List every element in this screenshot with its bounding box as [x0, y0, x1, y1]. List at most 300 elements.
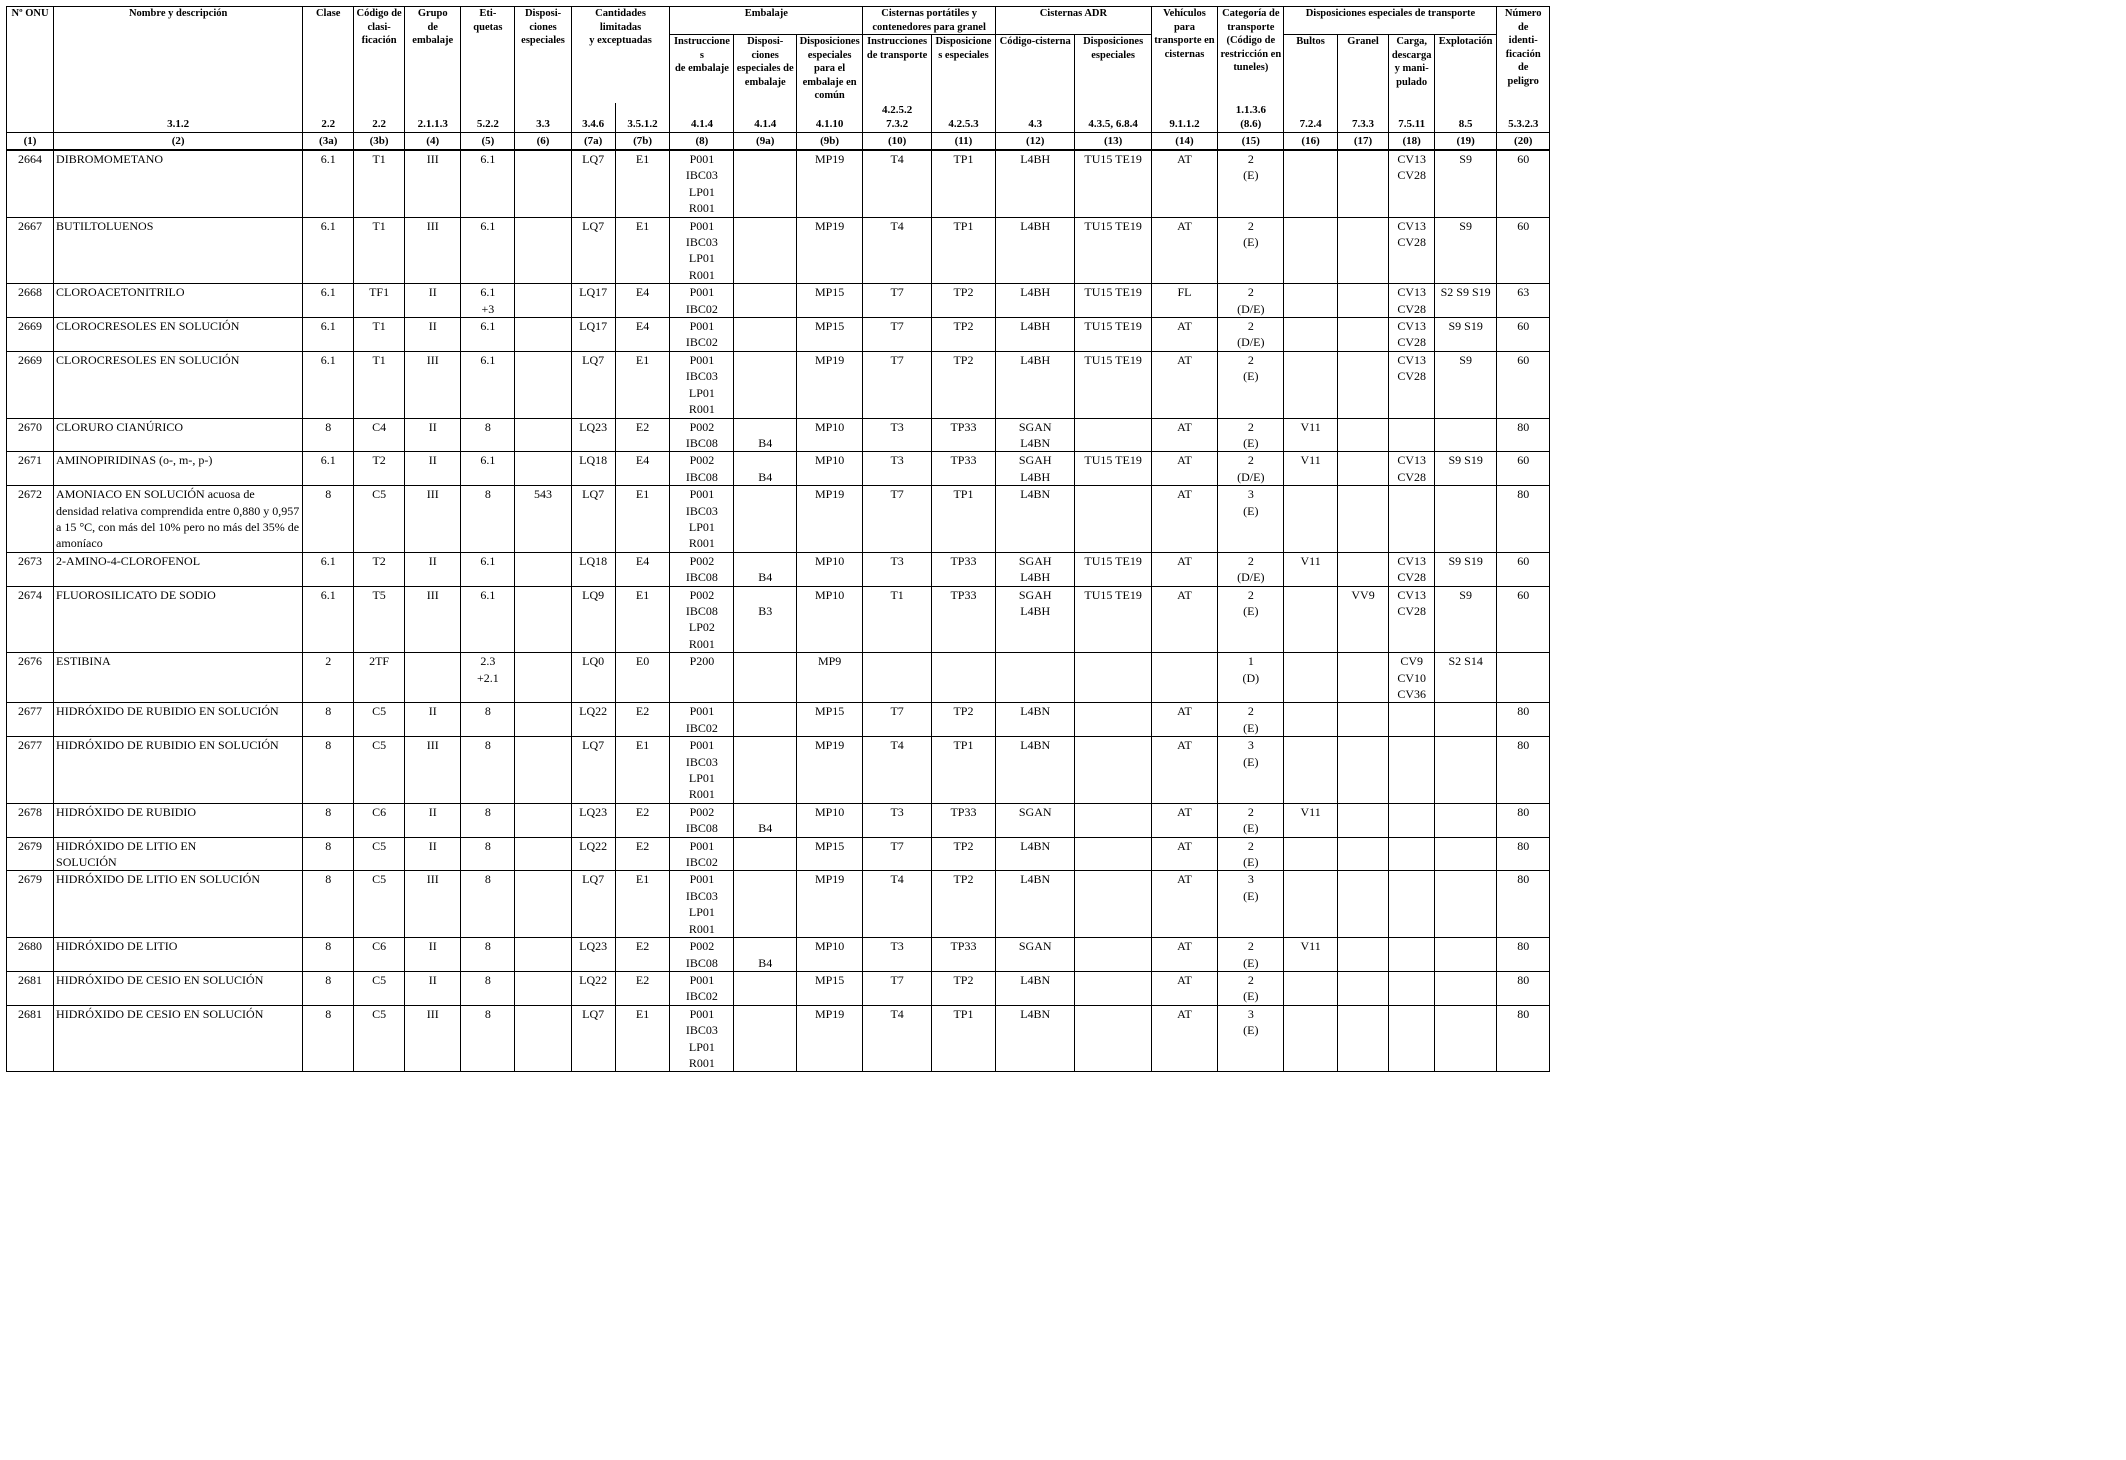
cell-packing-group: III — [405, 1005, 461, 1072]
cell-transport-category: 2 (D/E) — [1218, 284, 1284, 318]
cell-adr-tank-provisions: TU15 TE19 — [1075, 452, 1151, 486]
cell-excepted-quantity: E2 — [615, 971, 670, 1005]
cell-bulk — [1337, 971, 1389, 1005]
cell-tank-vehicle: AT — [1151, 217, 1217, 284]
cell-hazard-number: 60 — [1497, 318, 1550, 352]
cell-classification-code: T1 — [354, 351, 405, 418]
column-number-cell: (6) — [515, 133, 571, 151]
cell-mixed-packing: MP19 — [796, 351, 862, 418]
cell-hazard-number: 63 — [1497, 284, 1550, 318]
header-loading: Carga, descarga y mani- pulado — [1389, 35, 1435, 103]
reference-cell: 3.5.1.2 — [615, 103, 670, 133]
header-portable-special-provisions: Disposicione s especiales — [931, 35, 995, 103]
cell-packing-instructions: P001 IBC02 — [670, 318, 734, 352]
cell-limited-quantity: LQ23 — [571, 938, 615, 972]
cell-limited-quantity: LQ22 — [571, 837, 615, 871]
column-number-cell: (18) — [1389, 133, 1435, 151]
column-number-cell: (1) — [7, 133, 54, 151]
cell-mixed-packing: MP15 — [796, 703, 862, 737]
cell-portable-tank-provisions: TP33 — [931, 938, 995, 972]
cell-un-number: 2667 — [7, 217, 54, 284]
cell-portable-tank-instructions: T7 — [863, 318, 932, 352]
cell-packages — [1284, 150, 1337, 217]
header-class: Clase — [303, 7, 354, 103]
cell-name: HIDRÓXIDO DE LITIO EN SOLUCIÓN — [54, 871, 303, 938]
cell-packing-instructions: P001 IBC02 — [670, 703, 734, 737]
reference-cell: 4.1.4 — [734, 103, 796, 133]
header-labels: Eti- quetas — [461, 7, 515, 103]
cell-class: 6.1 — [303, 284, 354, 318]
cell-adr-tank-provisions — [1075, 938, 1151, 972]
cell-classification-code: 2TF — [354, 653, 405, 703]
cell-name: BUTILTOLUENOS — [54, 217, 303, 284]
cell-classification-code: C5 — [354, 1005, 405, 1072]
cell-class: 8 — [303, 486, 354, 553]
cell-classification-code: T1 — [354, 217, 405, 284]
cell-special-provisions — [515, 351, 571, 418]
cell-mixed-packing: MP10 — [796, 452, 862, 486]
cell-loading — [1389, 938, 1435, 972]
column-number-cell: (14) — [1151, 133, 1217, 151]
table-row — [7, 284, 1550, 318]
cell-portable-tank-instructions: T1 — [863, 586, 932, 653]
cell-portable-tank-instructions: T3 — [863, 418, 932, 452]
cell-packing-special-provisions — [734, 971, 796, 1005]
cell-bulk — [1337, 653, 1389, 703]
cell-operation — [1434, 703, 1496, 737]
cell-packing-instructions: P001 IBC03 LP01 R001 — [670, 737, 734, 804]
cell-tank-vehicle: AT — [1151, 351, 1217, 418]
cell-excepted-quantity: E1 — [615, 486, 670, 553]
column-number-cell: (5) — [461, 133, 515, 151]
cell-packing-instructions: P001 IBC03 LP01 R001 — [670, 150, 734, 217]
cell-adr-tank-provisions: TU15 TE19 — [1075, 586, 1151, 653]
cell-hazard-number: 80 — [1497, 1005, 1550, 1072]
cell-name: HIDRÓXIDO DE RUBIDIO — [54, 803, 303, 837]
cell-tank-code: L4BN — [995, 703, 1074, 737]
cell-excepted-quantity: E1 — [615, 737, 670, 804]
cell-portable-tank-provisions: TP2 — [931, 971, 995, 1005]
cell-transport-category: 2 (E) — [1218, 803, 1284, 837]
cell-packing-group: III — [405, 871, 461, 938]
cell-classification-code: T5 — [354, 586, 405, 653]
cell-mixed-packing: MP10 — [796, 552, 862, 586]
cell-classification-code: C4 — [354, 418, 405, 452]
cell-adr-tank-provisions — [1075, 653, 1151, 703]
cell-transport-category: 2 (E) — [1218, 217, 1284, 284]
cell-loading: CV9 CV10 CV36 — [1389, 653, 1435, 703]
cell-operation — [1434, 737, 1496, 804]
cell-packages — [1284, 737, 1337, 804]
cell-packing-special-provisions — [734, 703, 796, 737]
cell-bulk — [1337, 703, 1389, 737]
cell-packing-special-provisions — [734, 737, 796, 804]
cell-loading: CV13 CV28 — [1389, 284, 1435, 318]
cell-packing-group: II — [405, 938, 461, 972]
cell-name: DIBROMOMETANO — [54, 150, 303, 217]
cell-un-number: 2680 — [7, 938, 54, 972]
cell-packing-instructions: P002 IBC08 — [670, 803, 734, 837]
cell-tank-vehicle: AT — [1151, 418, 1217, 452]
cell-limited-quantity: LQ9 — [571, 586, 615, 653]
cell-classification-code: C6 — [354, 803, 405, 837]
cell-un-number: 2677 — [7, 703, 54, 737]
cell-adr-tank-provisions — [1075, 418, 1151, 452]
table-row — [7, 150, 1550, 217]
reference-cell: 4.3 — [995, 103, 1074, 133]
cell-bulk — [1337, 803, 1389, 837]
cell-portable-tank-provisions: TP2 — [931, 871, 995, 938]
column-number-cell: (3a) — [303, 133, 354, 151]
cell-packing-instructions: P001 IBC03 LP01 R001 — [670, 217, 734, 284]
cell-packages: V11 — [1284, 552, 1337, 586]
cell-class: 8 — [303, 971, 354, 1005]
reference-cell: 7.2.4 — [1284, 103, 1337, 133]
cell-limited-quantity: LQ0 — [571, 653, 615, 703]
cell-hazard-number: 80 — [1497, 871, 1550, 938]
cell-packing-group: III — [405, 351, 461, 418]
cell-limited-quantity: LQ22 — [571, 971, 615, 1005]
cell-loading: CV13 CV28 — [1389, 150, 1435, 217]
header-classification-code: Código de clasi- ficación — [354, 7, 405, 103]
cell-transport-category: 2 (E) — [1218, 418, 1284, 452]
cell-tank-vehicle: AT — [1151, 150, 1217, 217]
cell-packing-group: III — [405, 737, 461, 804]
cell-limited-quantity: LQ7 — [571, 1005, 615, 1072]
cell-labels: 8 — [461, 837, 515, 871]
cell-packages — [1284, 871, 1337, 938]
cell-tank-code: L4BH — [995, 217, 1074, 284]
cell-portable-tank-instructions: T4 — [863, 1005, 932, 1072]
cell-bulk — [1337, 452, 1389, 486]
cell-packing-group: II — [405, 418, 461, 452]
cell-name: HIDRÓXIDO DE RUBIDIO EN SOLUCIÓN — [54, 703, 303, 737]
cell-transport-category: 3 (E) — [1218, 486, 1284, 553]
cell-mixed-packing: MP19 — [796, 217, 862, 284]
cell-transport-category: 2 (D/E) — [1218, 318, 1284, 352]
cell-packages — [1284, 703, 1337, 737]
cell-operation: S9 — [1434, 150, 1496, 217]
cell-classification-code: C5 — [354, 971, 405, 1005]
cell-labels: 6.1 — [461, 586, 515, 653]
cell-tank-code: L4BH — [995, 284, 1074, 318]
cell-packing-group — [405, 653, 461, 703]
cell-un-number: 2679 — [7, 871, 54, 938]
cell-operation — [1434, 938, 1496, 972]
cell-tank-code — [995, 653, 1074, 703]
column-number-cell: (8) — [670, 133, 734, 151]
cell-transport-category: 2 (E) — [1218, 351, 1284, 418]
cell-un-number: 2669 — [7, 351, 54, 418]
header-name: Nombre y descripción — [54, 7, 303, 103]
cell-portable-tank-provisions: TP1 — [931, 737, 995, 804]
cell-packing-special-provisions — [734, 217, 796, 284]
cell-class: 8 — [303, 871, 354, 938]
cell-hazard-number: 80 — [1497, 971, 1550, 1005]
cell-hazard-number: 60 — [1497, 150, 1550, 217]
cell-loading: CV13 CV28 — [1389, 351, 1435, 418]
cell-tank-code: SGAN — [995, 938, 1074, 972]
cell-portable-tank-provisions — [931, 653, 995, 703]
cell-operation: S9 S19 — [1434, 452, 1496, 486]
cell-packing-group: II — [405, 452, 461, 486]
cell-adr-tank-provisions — [1075, 1005, 1151, 1072]
header-bulk: Granel — [1337, 35, 1389, 103]
cell-packages — [1284, 837, 1337, 871]
cell-portable-tank-provisions: TP2 — [931, 837, 995, 871]
header-packing-special-provisions: Disposi- ciones especiales de embalaje — [734, 35, 796, 103]
cell-tank-vehicle: AT — [1151, 486, 1217, 553]
table-row — [7, 871, 1550, 938]
cell-labels: 2.3 +2.1 — [461, 653, 515, 703]
cell-portable-tank-instructions: T4 — [863, 871, 932, 938]
cell-mixed-packing: MP10 — [796, 803, 862, 837]
cell-operation: S9 S19 — [1434, 318, 1496, 352]
cell-hazard-number: 80 — [1497, 938, 1550, 972]
cell-class: 6.1 — [303, 150, 354, 217]
cell-name: CLORURO CIANÚRICO — [54, 418, 303, 452]
cell-class: 6.1 — [303, 318, 354, 352]
cell-labels: 6.1 — [461, 552, 515, 586]
header-mixed-packing: Disposiciones especiales para el embalaje en común — [796, 35, 862, 103]
column-number-cell: (2) — [54, 133, 303, 151]
cell-labels: 8 — [461, 737, 515, 804]
cell-packing-group: II — [405, 837, 461, 871]
cell-class: 8 — [303, 418, 354, 452]
cell-bulk — [1337, 871, 1389, 938]
cell-loading — [1389, 1005, 1435, 1072]
cell-un-number: 2677 — [7, 737, 54, 804]
header-portable-instructions: Instrucciones de transporte — [863, 35, 932, 103]
cell-un-number: 2679 — [7, 837, 54, 871]
cell-hazard-number: 60 — [1497, 351, 1550, 418]
cell-class: 8 — [303, 737, 354, 804]
cell-portable-tank-provisions: TP2 — [931, 351, 995, 418]
cell-un-number: 2671 — [7, 452, 54, 486]
cell-name: HIDRÓXIDO DE CESIO EN SOLUCIÓN — [54, 1005, 303, 1072]
cell-mixed-packing: MP9 — [796, 653, 862, 703]
cell-bulk — [1337, 418, 1389, 452]
cell-excepted-quantity: E1 — [615, 1005, 670, 1072]
cell-packages — [1284, 318, 1337, 352]
reference-cell: 5.2.2 — [461, 103, 515, 133]
column-number-cell: (20) — [1497, 133, 1550, 151]
cell-name: HIDRÓXIDO DE CESIO EN SOLUCIÓN — [54, 971, 303, 1005]
cell-special-provisions — [515, 418, 571, 452]
reference-cell: 9.1.1.2 — [1151, 103, 1217, 133]
table-row — [7, 552, 1550, 586]
cell-packages — [1284, 284, 1337, 318]
cell-packing-special-provisions: B4 — [734, 418, 796, 452]
header-onu: Nº ONU — [7, 7, 54, 103]
cell-excepted-quantity: E1 — [615, 217, 670, 284]
cell-tank-vehicle: AT — [1151, 803, 1217, 837]
cell-transport-category: 2 (D/E) — [1218, 452, 1284, 486]
cell-bulk — [1337, 1005, 1389, 1072]
reference-cell: 4.1.4 — [670, 103, 734, 133]
cell-name: CLOROACETONITRILO — [54, 284, 303, 318]
cell-tank-code: L4BN — [995, 486, 1074, 553]
cell-portable-tank-provisions: TP33 — [931, 586, 995, 653]
cell-labels: 6.1 — [461, 351, 515, 418]
cell-hazard-number: 80 — [1497, 837, 1550, 871]
header-special-provisions: Disposi- ciones especiales — [515, 7, 571, 103]
cell-hazard-number: 60 — [1497, 552, 1550, 586]
cell-labels: 6.1 — [461, 217, 515, 284]
reference-cell: 7.3.3 — [1337, 103, 1389, 133]
cell-packing-group: II — [405, 703, 461, 737]
cell-classification-code: T2 — [354, 552, 405, 586]
cell-excepted-quantity: E0 — [615, 653, 670, 703]
cell-portable-tank-provisions: TP1 — [931, 1005, 995, 1072]
cell-labels: 8 — [461, 871, 515, 938]
cell-portable-tank-instructions: T4 — [863, 217, 932, 284]
cell-packing-special-provisions — [734, 486, 796, 553]
cell-hazard-number: 60 — [1497, 217, 1550, 284]
cell-classification-code: C5 — [354, 871, 405, 938]
cell-operation: S2 S14 — [1434, 653, 1496, 703]
cell-packages — [1284, 217, 1337, 284]
header-special-transport-group: Disposiciones especiales de transporte — [1284, 7, 1497, 35]
cell-class: 8 — [303, 703, 354, 737]
cell-loading — [1389, 486, 1435, 553]
reference-cell: 2.2 — [354, 103, 405, 133]
header-tank-code: Código-cisterna — [995, 35, 1074, 103]
cell-transport-category: 3 (E) — [1218, 1005, 1284, 1072]
cell-labels: 8 — [461, 938, 515, 972]
cell-packages: V11 — [1284, 452, 1337, 486]
cell-un-number: 2672 — [7, 486, 54, 553]
cell-mixed-packing: MP19 — [796, 1005, 862, 1072]
cell-un-number: 2681 — [7, 971, 54, 1005]
cell-un-number: 2664 — [7, 150, 54, 217]
cell-tank-vehicle: AT — [1151, 586, 1217, 653]
cell-excepted-quantity: E4 — [615, 452, 670, 486]
cell-operation — [1434, 1005, 1496, 1072]
cell-hazard-number — [1497, 653, 1550, 703]
cell-name: HIDRÓXIDO DE LITIO — [54, 938, 303, 972]
cell-adr-tank-provisions — [1075, 803, 1151, 837]
adr-dangerous-goods-table — [6, 6, 1550, 1072]
cell-bulk — [1337, 552, 1389, 586]
cell-packing-instructions: P001 IBC02 — [670, 971, 734, 1005]
cell-un-number: 2669 — [7, 318, 54, 352]
cell-un-number: 2676 — [7, 653, 54, 703]
cell-hazard-number: 80 — [1497, 737, 1550, 804]
document-page — [6, 6, 1550, 1072]
cell-tank-code: L4BH — [995, 150, 1074, 217]
cell-limited-quantity: LQ23 — [571, 418, 615, 452]
cell-labels: 6.1 +3 — [461, 284, 515, 318]
cell-adr-tank-provisions: TU15 TE19 — [1075, 351, 1151, 418]
cell-labels: 8 — [461, 1005, 515, 1072]
cell-loading: CV13 CV28 — [1389, 217, 1435, 284]
cell-tank-code: L4BN — [995, 871, 1074, 938]
reference-cell: 8.5 — [1434, 103, 1496, 133]
reference-cell — [7, 103, 54, 133]
cell-portable-tank-provisions: TP2 — [931, 703, 995, 737]
cell-classification-code: TF1 — [354, 284, 405, 318]
cell-special-provisions — [515, 284, 571, 318]
cell-packing-special-provisions — [734, 871, 796, 938]
cell-mixed-packing: MP15 — [796, 318, 862, 352]
column-number-cell: (17) — [1337, 133, 1389, 151]
cell-transport-category: 1 (D) — [1218, 653, 1284, 703]
cell-packing-group: II — [405, 552, 461, 586]
table-row — [7, 318, 1550, 352]
table-row — [7, 1005, 1550, 1072]
cell-mixed-packing: MP19 — [796, 737, 862, 804]
cell-special-provisions — [515, 653, 571, 703]
cell-portable-tank-instructions: T7 — [863, 486, 932, 553]
table-row — [7, 837, 1550, 871]
cell-classification-code: T1 — [354, 150, 405, 217]
table-row — [7, 803, 1550, 837]
cell-loading: CV13 CV28 — [1389, 586, 1435, 653]
cell-mixed-packing: MP19 — [796, 486, 862, 553]
cell-operation — [1434, 971, 1496, 1005]
cell-tank-vehicle: FL — [1151, 284, 1217, 318]
cell-mixed-packing: MP10 — [796, 418, 862, 452]
cell-un-number: 2678 — [7, 803, 54, 837]
header-portable-tanks-group: Cisternas portátiles y contenedores para granel — [863, 7, 996, 35]
column-number-cell: (16) — [1284, 133, 1337, 151]
reference-cell: 3.4.6 — [571, 103, 615, 133]
cell-mixed-packing: MP19 — [796, 150, 862, 217]
cell-packages — [1284, 971, 1337, 1005]
cell-operation — [1434, 871, 1496, 938]
header-adr-special-provisions: Disposiciones especiales — [1075, 35, 1151, 103]
cell-mixed-packing: MP19 — [796, 871, 862, 938]
cell-class: 8 — [303, 1005, 354, 1072]
cell-portable-tank-instructions: T7 — [863, 703, 932, 737]
cell-adr-tank-provisions — [1075, 871, 1151, 938]
cell-labels: 8 — [461, 418, 515, 452]
cell-packing-special-provisions — [734, 653, 796, 703]
cell-class: 6.1 — [303, 351, 354, 418]
cell-special-provisions — [515, 1005, 571, 1072]
cell-un-number: 2668 — [7, 284, 54, 318]
cell-limited-quantity: LQ7 — [571, 351, 615, 418]
cell-portable-tank-instructions: T4 — [863, 150, 932, 217]
column-number-cell: (12) — [995, 133, 1074, 151]
cell-packing-group: III — [405, 586, 461, 653]
reference-cell: 3.3 — [515, 103, 571, 133]
cell-excepted-quantity: E1 — [615, 871, 670, 938]
cell-packing-instructions: P001 IBC03 LP01 R001 — [670, 871, 734, 938]
cell-bulk — [1337, 486, 1389, 553]
cell-hazard-number: 80 — [1497, 703, 1550, 737]
cell-tank-code: L4BN — [995, 837, 1074, 871]
cell-adr-tank-provisions: TU15 TE19 — [1075, 150, 1151, 217]
reference-cell: 2.2 — [303, 103, 354, 133]
cell-packages — [1284, 653, 1337, 703]
reference-cell: 3.1.2 — [54, 103, 303, 133]
cell-portable-tank-provisions: TP2 — [931, 284, 995, 318]
cell-mixed-packing: MP15 — [796, 971, 862, 1005]
cell-packing-instructions: P001 IBC03 LP01 R001 — [670, 486, 734, 553]
cell-bulk — [1337, 318, 1389, 352]
cell-limited-quantity: LQ18 — [571, 452, 615, 486]
cell-classification-code: T1 — [354, 318, 405, 352]
cell-un-number: 2673 — [7, 552, 54, 586]
cell-portable-tank-provisions: TP33 — [931, 803, 995, 837]
header-packages: Bultos — [1284, 35, 1337, 103]
cell-packing-instructions: P002 IBC08 — [670, 938, 734, 972]
cell-packing-instructions: P002 IBC08 — [670, 452, 734, 486]
cell-adr-tank-provisions — [1075, 486, 1151, 553]
cell-excepted-quantity: E4 — [615, 552, 670, 586]
